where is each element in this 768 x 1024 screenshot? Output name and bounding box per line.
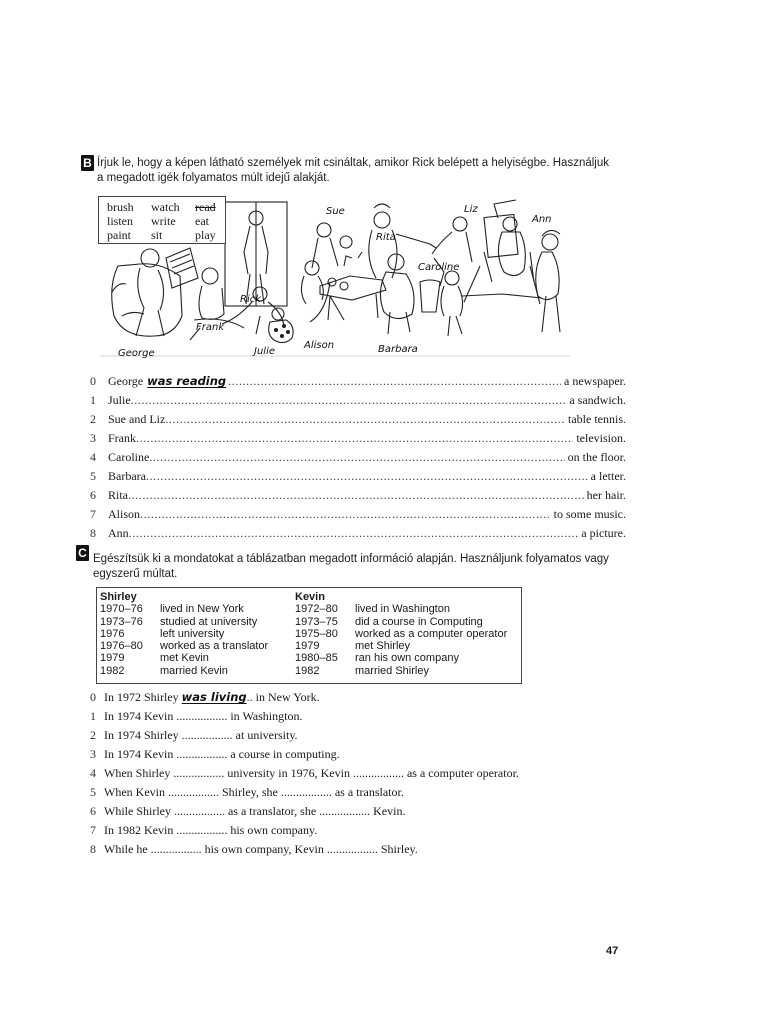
label-rita: Rita [376, 232, 396, 243]
exercise-b-item: 4 Caroline ..... on the floor. [90, 448, 626, 466]
exercise-b-item: 8 Ann ..... a picture. [90, 524, 626, 542]
table-row: 1973–75 did a course in Computing [295, 615, 483, 628]
exercise-b-item: 6 Rita ..... her hair. [90, 486, 626, 504]
kevin-header: Kevin [295, 591, 325, 603]
answer-blank[interactable] [131, 391, 567, 409]
exercise-c-item[interactable]: 3 In 1974 Kevin ................. a course in computing. [90, 747, 340, 761]
answer-blank[interactable] [149, 448, 564, 466]
exercise-c-item[interactable]: 5 When Kevin ................. Shirley, she ................. as a translator. [90, 785, 404, 799]
label-rick: Rick [240, 294, 262, 305]
exercise-c-item[interactable]: 4 When Shirley ................. university in 1976, Kevin ................. as a computer operator. [90, 766, 519, 780]
exercise-b-item: 5 Barbara ..... a letter. [90, 467, 626, 485]
label-caroline: Caroline [418, 262, 460, 273]
exercise-c-item[interactable]: 2 In 1974 Shirley ................. at university. [90, 728, 298, 742]
verb: paint [107, 228, 131, 242]
verb: listen [107, 214, 133, 228]
exercise-c-item[interactable]: 8 While he ................. his own company, Kevin ................. Shirley. [90, 842, 418, 856]
table-row: 1979 met Kevin [100, 652, 209, 665]
example-answer: was living [181, 690, 247, 704]
section-c-badge: C [76, 545, 89, 561]
label-sue: Sue [326, 206, 345, 217]
section-c-instruction-line2: egyszerű múltat. [93, 568, 178, 580]
answer-blank[interactable] [140, 505, 551, 523]
kevin-column [295, 591, 507, 677]
label-barbara: Barbara [378, 344, 418, 355]
section-c-instruction [93, 552, 653, 582]
table-row: 1972–80 lived in Washington [295, 603, 450, 616]
table-row: 1982 married Shirley [295, 664, 429, 677]
table-row: 1976–80 worked as a translator [100, 640, 269, 653]
exercise-c-item[interactable]: 7 In 1982 Kevin ................. his own company. [90, 823, 318, 837]
verb: watch [151, 200, 180, 214]
verb: brush [107, 200, 134, 214]
exercise-c-item[interactable]: 1 In 1974 Kevin ................. in Washington. [90, 709, 303, 723]
label-julie: Julie [254, 346, 275, 357]
answer-blank[interactable] [136, 429, 573, 447]
verb: sit [151, 228, 163, 242]
verb: write [151, 214, 176, 228]
exercise-b-item: 2 Sue and Liz ..... table tennis. [90, 410, 626, 428]
table-row: 1982 married Kevin [100, 664, 228, 677]
table-row: 1975–80 worked as a computer operator [295, 627, 508, 640]
answer-blank[interactable] [165, 410, 565, 428]
verb-box [98, 196, 226, 244]
table-row: 1973–76 studied at university [100, 615, 258, 628]
table-row: 1976 left university [100, 627, 225, 640]
table-row: 1980–85 ran his own company [295, 652, 459, 665]
exercise-b-item: 1 Julie ..... a sandwich. [90, 391, 626, 409]
section-c-instruction-line1: Egészítsük ki a mondatokat a táblázatban megadott információ alapján. Használjunk folyamatos vagy [93, 553, 609, 565]
answer-blank[interactable] [128, 486, 584, 504]
table-row: 1970–76 lived in New York [100, 603, 244, 616]
exercise-b-item: 0 George was reading ..... a newspaper. [90, 372, 626, 390]
example-answer: was reading [147, 374, 227, 388]
verb: play [195, 228, 216, 242]
answer-blank[interactable] [146, 467, 588, 485]
label-alison: Alison [304, 340, 335, 351]
label-ann: Ann [532, 214, 552, 225]
exercise-b-item: 7 Alison ..... to some music. [90, 505, 626, 523]
shirley-column [100, 591, 268, 677]
shirley-header: Shirley [100, 591, 137, 603]
exercise-c-item[interactable]: 6 While Shirley ................. as a translator, she ................. Kevin. [90, 804, 406, 818]
table-row: 1979 met Shirley [295, 640, 411, 653]
exercise-b-item: 3 Frank ..... television. [90, 429, 626, 447]
answer-blank[interactable] [129, 524, 579, 542]
verb-crossed: read [195, 200, 216, 214]
label-liz: Liz [464, 204, 478, 215]
section-b-instruction [97, 156, 637, 186]
section-b-instruction-line1: Írjuk le, hogy a képen látható személyek mit csináltak, amikor Rick belépett a helyiségbe. Használjuk [97, 157, 609, 169]
exercise-c-example: 0 In 1972 Shirley was living.. in New York. [90, 690, 320, 704]
verb: eat [195, 214, 209, 228]
section-b-badge: B [81, 155, 94, 171]
label-frank: Frank [196, 322, 225, 333]
page-number: 47 [606, 945, 619, 957]
biography-table [96, 587, 522, 684]
section-b-instruction-line2: a megadott igék folyamatos múlt idejű alakját. [97, 172, 330, 184]
label-george: George [118, 348, 155, 359]
